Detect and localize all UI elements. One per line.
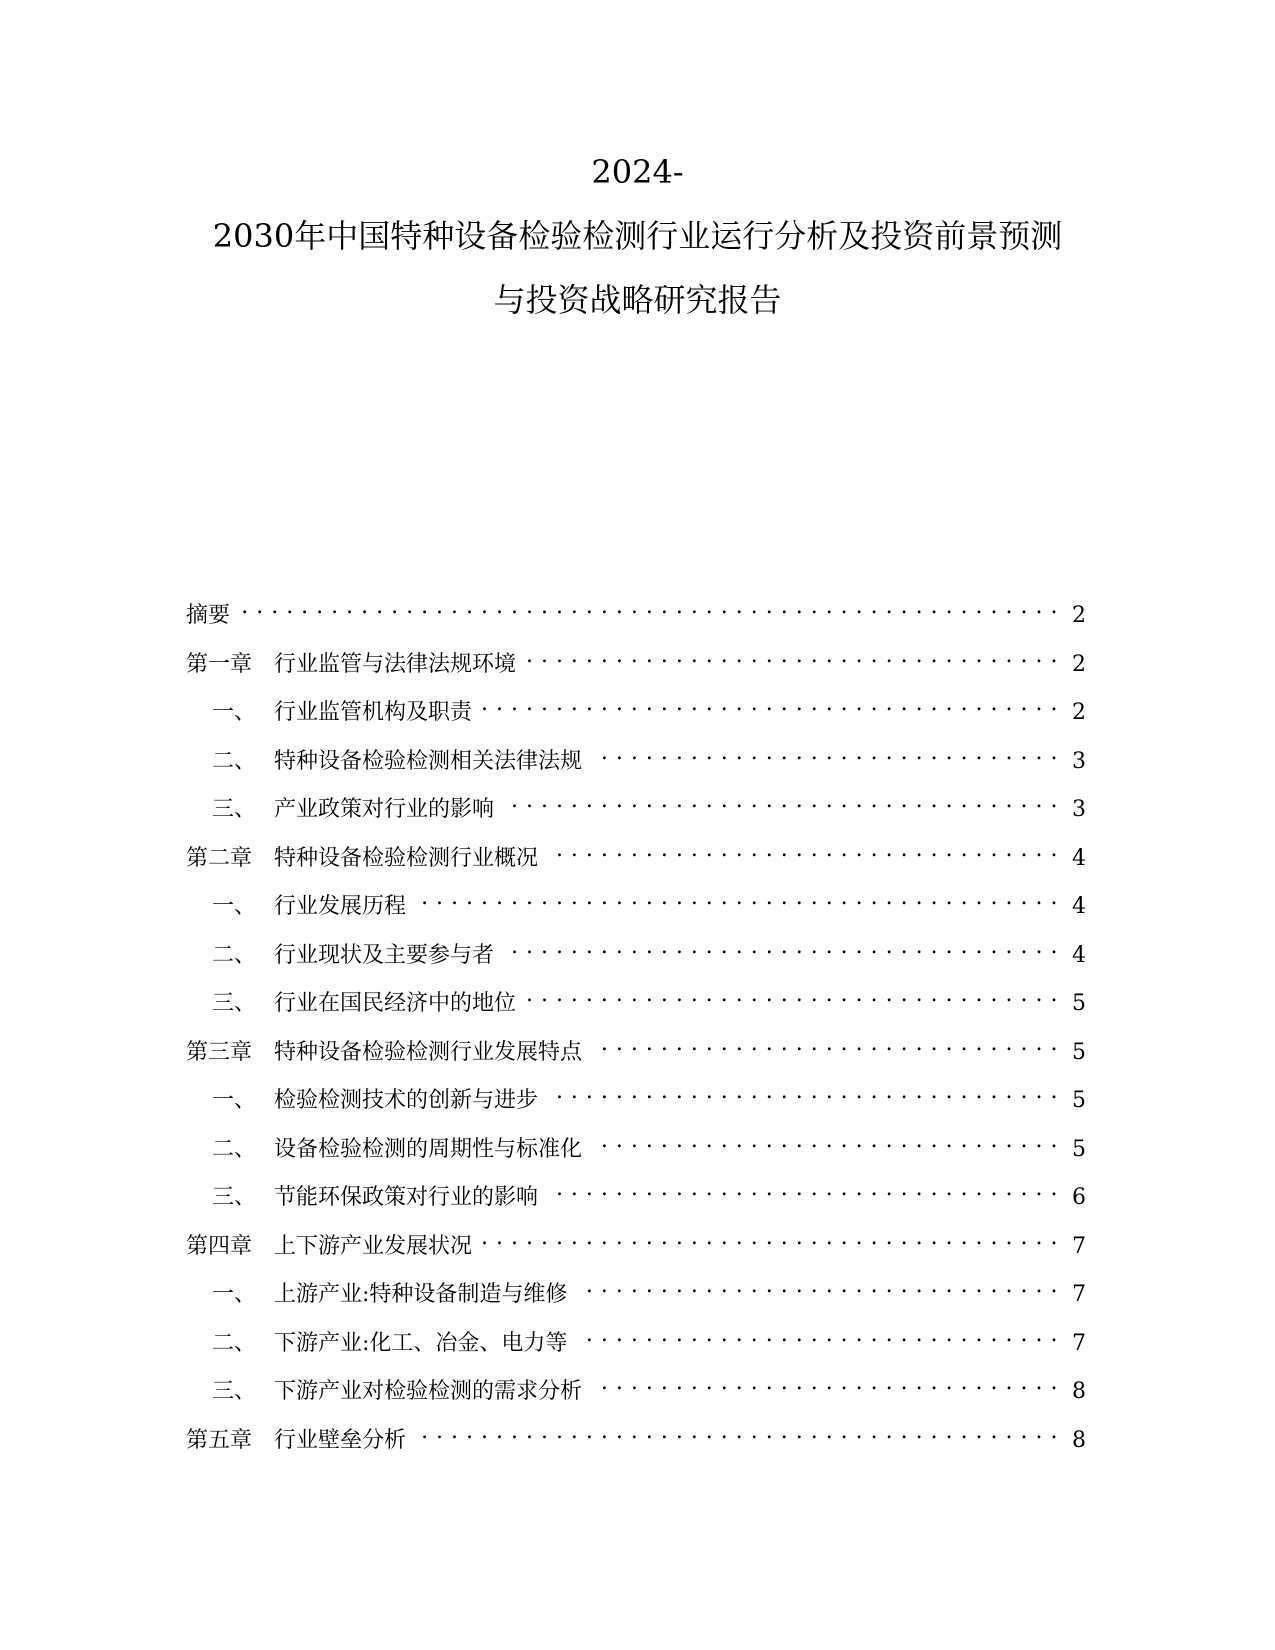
toc-entry-label: 下游产业:化工、冶金、电力等 [274,1330,568,1356]
toc-dot-leader [592,1126,1058,1156]
toc-entry[interactable] [186,980,1086,1029]
toc-page-number: 2 [1072,603,1086,628]
toc-dot-leader [548,835,1058,865]
toc-page-number: 5 [1072,1088,1086,1113]
toc-entry-number: 第二章 [186,845,253,871]
toc-entry[interactable] [186,1368,1086,1417]
toc-dot-leader [416,1417,1058,1447]
toc-page-number: 2 [1072,700,1086,725]
toc-entry-label: 摘要 [186,603,231,628]
toc-entry[interactable] [186,1126,1086,1175]
title-line-2: 2030年中国特种设备检验检测行业运行分析及投资前景预测 [212,217,1063,255]
toc-entry-number: 第三章 [186,1039,253,1065]
toc-dot-leader [548,1077,1058,1107]
toc-page-number: 4 [1072,942,1086,968]
toc-entry[interactable] [186,1174,1086,1223]
toc-entry[interactable] [186,689,1086,738]
title-line-3: 与投资战略研究报告 [493,281,782,319]
toc-entry-label: 行业现状及主要参与者 [274,942,495,968]
toc-entry[interactable] [186,1029,1086,1078]
toc-entry[interactable] [186,592,1086,641]
toc-dot-leader [577,1271,1058,1301]
toc-dot-leader [592,738,1058,768]
toc-page-number: 4 [1072,845,1086,871]
toc-page-number: 5 [1072,1136,1086,1162]
toc-entry-label: 节能环保政策对行业的影响 [274,1185,539,1210]
toc-entry-label: 行业监管与法律法规环境 [274,651,517,677]
toc-entry[interactable] [186,1417,1086,1466]
toc-entry-number: 第一章 [186,651,253,677]
toc-entry-number: 一、 [212,894,257,919]
toc-entry-number: 三、 [212,797,257,822]
toc-entry-label: 下游产业对检验检测的需求分析 [274,1379,583,1404]
toc-entry[interactable] [186,1320,1086,1369]
toc-entry-number: 三、 [212,1379,257,1404]
toc-dot-leader [504,786,1058,816]
toc-entry-label: 行业壁垒分析 [274,1427,407,1453]
toc-entry-number: 一、 [212,1282,257,1307]
toc-entry-label: 检验检测技术的创新与进步 [274,1088,539,1113]
toc-dot-leader [526,980,1058,1010]
toc-entry-number: 三、 [212,991,257,1016]
toc-entry-label: 上游产业:特种设备制造与维修 [274,1282,568,1307]
toc-dot-leader [577,1320,1058,1350]
toc-entry[interactable] [186,932,1086,981]
toc-page-number: 8 [1072,1379,1086,1404]
title-line-1: 2024- [591,153,684,191]
toc-entry[interactable] [186,1077,1086,1126]
toc-entry[interactable] [186,883,1086,932]
toc-entry-label: 特种设备检验检测行业发展特点 [274,1039,583,1065]
toc-entry[interactable] [186,1223,1086,1272]
toc-entry-number: 一、 [212,700,257,725]
toc-entry-label: 行业在国民经济中的地位 [274,991,517,1016]
toc-entry[interactable] [186,835,1086,884]
toc-entry-label: 行业发展历程 [274,894,407,919]
toc-entry[interactable] [186,786,1086,835]
toc-dot-leader [240,592,1058,622]
toc-entry[interactable] [186,1271,1086,1320]
toc-entry-number: 第五章 [186,1427,253,1453]
toc-entry-label: 产业政策对行业的影响 [274,797,495,822]
toc-dot-leader [592,1029,1058,1059]
toc-page-number: 6 [1072,1185,1086,1210]
toc-entry-label: 特种设备检验检测相关法律法规 [274,748,583,774]
toc-page-number: 3 [1072,748,1086,774]
toc-dot-leader [482,689,1058,719]
toc-page-number: 5 [1072,991,1086,1016]
toc-entry-label: 设备检验检测的周期性与标准化 [274,1136,583,1162]
toc-entry-number: 三、 [212,1185,257,1210]
toc-dot-leader [548,1174,1058,1204]
toc-dot-leader [592,1368,1058,1398]
toc-page-number: 5 [1072,1039,1086,1065]
toc-page-number: 7 [1072,1330,1086,1356]
toc-page-number: 4 [1072,894,1086,919]
toc-entry-label: 特种设备检验检测行业概况 [274,845,539,871]
toc-page-number: 7 [1072,1233,1086,1259]
toc-entry-number: 二、 [212,1330,257,1356]
toc-page-number: 2 [1072,651,1086,677]
report-title [150,140,1125,332]
toc-entry-number: 二、 [212,748,257,774]
toc-page-number: 8 [1072,1427,1086,1453]
toc-page-number: 3 [1072,797,1086,822]
toc-entry-number: 一、 [212,1088,257,1113]
toc-entry[interactable] [186,738,1086,787]
toc-entry-label: 行业监管机构及职责 [274,700,473,725]
toc-entry-number: 二、 [212,942,257,968]
table-of-contents [186,592,1086,1465]
toc-dot-leader [504,932,1058,962]
toc-dot-leader [482,1223,1058,1253]
toc-dot-leader [526,641,1058,671]
toc-entry-number: 二、 [212,1136,257,1162]
toc-entry-label: 上下游产业发展状况 [274,1233,473,1259]
toc-entry[interactable] [186,641,1086,690]
toc-entry-number: 第四章 [186,1233,253,1259]
toc-page-number: 7 [1072,1282,1086,1307]
toc-dot-leader [416,883,1058,913]
